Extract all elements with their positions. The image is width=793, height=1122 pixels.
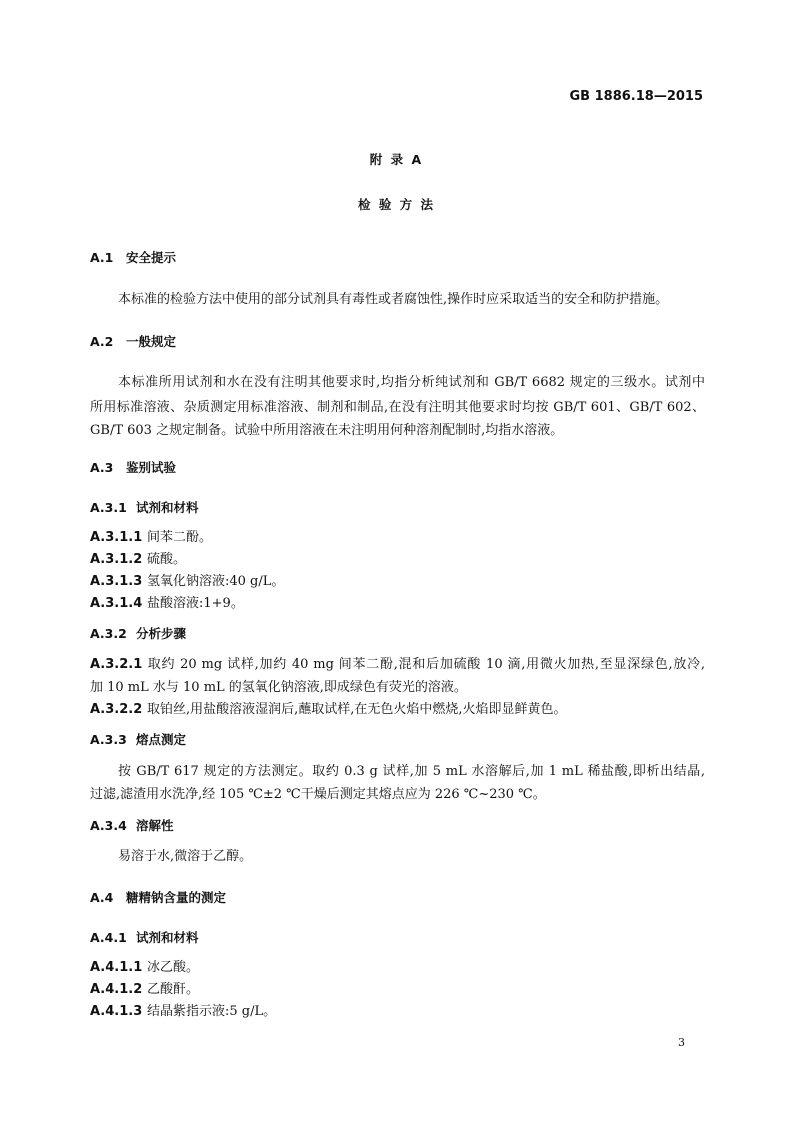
section-title: 鉴别试验 — [126, 460, 177, 475]
list-item — [90, 595, 244, 613]
item-number: A.3.1.4 — [90, 596, 143, 611]
section-number: A.4.1 — [90, 930, 127, 945]
section-a2-heading — [90, 333, 176, 351]
list-item — [90, 701, 567, 719]
section-number: A.3 — [90, 460, 114, 475]
list-item — [90, 1003, 276, 1021]
list-item — [90, 529, 212, 547]
section-a1-text: 本标准的检验方法中使用的部分试剂具有毒性或者腐蚀性,操作时应采取适当的安全和防护措施。 — [118, 292, 669, 307]
section-title: 试剂和材料 — [136, 500, 199, 515]
paragraph-line: 所用标准溶液、杂质测定用标准溶液、制剂和制品,在没有注明其他要求时均按 GB/T 601、GB/T 602、 — [90, 400, 705, 415]
paragraph-line: 本标准所用试剂和水在没有注明其他要求时,均指分析纯试剂和 GB/T 6682 规定的三级水。试剂中 — [118, 375, 705, 390]
item-number: A.3.1.3 — [90, 574, 143, 589]
item-number: A.3.1.1 — [90, 530, 143, 545]
item-number: A.4.1.2 — [90, 982, 143, 997]
section-a33-heading — [90, 731, 186, 749]
item-text: 间苯二酚。 — [147, 530, 213, 545]
section-a34-heading — [90, 817, 174, 835]
item-number: A.3.2.1 — [90, 657, 143, 672]
item-text: 取约 20 mg 试样,加约 40 mg 间苯二酚,混和后加硫酸 10 滴,用微火加热,至显深绿色,放冷, — [147, 657, 705, 672]
section-number: A.1 — [90, 250, 114, 265]
section-number: A.3.3 — [90, 732, 127, 747]
list-item — [90, 551, 186, 569]
paragraph-line: 过滤,滤渣用水洗净,经 105 ℃±2 ℃干燥后测定其熔点应为 226 ℃~230 ℃。 — [90, 787, 546, 802]
item-text: 盐酸溶液:1+9。 — [147, 596, 244, 611]
list-item — [90, 981, 199, 999]
item-text: 取铂丝,用盐酸溶液湿润后,蘸取试样,在无色火焰中燃烧,火焰即显鲜黄色。 — [147, 702, 567, 717]
list-item — [90, 959, 199, 977]
section-a1-heading — [90, 249, 176, 267]
section-a32-heading — [90, 625, 186, 643]
list-item — [90, 573, 284, 591]
section-title: 熔点测定 — [136, 732, 187, 747]
item-text: 氢氧化钠溶液:40 g/L。 — [147, 574, 285, 589]
section-title: 试剂和材料 — [136, 930, 199, 945]
paragraph-line: 按 GB/T 617 规定的方法测定。取约 0.3 g 试样,加 5 mL 水溶解后,加 1 mL 稀盐酸,即析出结晶, — [118, 764, 705, 779]
section-number: A.3.2 — [90, 626, 127, 641]
section-a41-heading — [90, 929, 199, 947]
section-a34-text: 易溶于水,微溶于乙醇。 — [118, 849, 253, 864]
standard-code: GB 1886.18—2015 — [569, 89, 703, 104]
section-number: A.2 — [90, 334, 114, 349]
section-a31-heading — [90, 499, 199, 517]
section-title: 糖精钠含量的测定 — [126, 890, 227, 905]
section-a4-heading — [90, 889, 226, 907]
appendix-subtitle: 检 验 方 法 — [357, 197, 436, 212]
item-number: A.4.1.1 — [90, 960, 143, 975]
item-text: 硫酸。 — [147, 552, 187, 567]
paragraph-line: GB/T 603 之规定制备。试验中所用溶液在未注明用何种溶剂配制时,均指水溶液。 — [90, 423, 564, 438]
page-number: 3 — [678, 1036, 685, 1049]
section-number: A.3.4 — [90, 818, 127, 833]
paragraph-line — [90, 656, 705, 674]
appendix-title: 附 录 A — [369, 152, 424, 167]
item-text: 结晶紫指示液:5 g/L。 — [147, 1004, 277, 1019]
item-text: 冰乙酸。 — [147, 960, 200, 975]
item-text: 乙酸酐。 — [147, 982, 200, 997]
section-title: 安全提示 — [126, 250, 177, 265]
item-number: A.3.2.2 — [90, 702, 143, 717]
section-title: 分析步骤 — [136, 626, 187, 641]
item-number: A.4.1.3 — [90, 1004, 143, 1019]
section-a3-heading — [90, 459, 176, 477]
item-number: A.3.1.2 — [90, 552, 143, 567]
paragraph-line: 加 10 mL 水与 10 mL 的氢氧化钠溶液,即成绿色有荧光的溶液。 — [90, 680, 467, 695]
section-number: A.3.1 — [90, 500, 127, 515]
section-title: 一般规定 — [126, 334, 177, 349]
section-number: A.4 — [90, 890, 114, 905]
section-title: 溶解性 — [136, 818, 174, 833]
